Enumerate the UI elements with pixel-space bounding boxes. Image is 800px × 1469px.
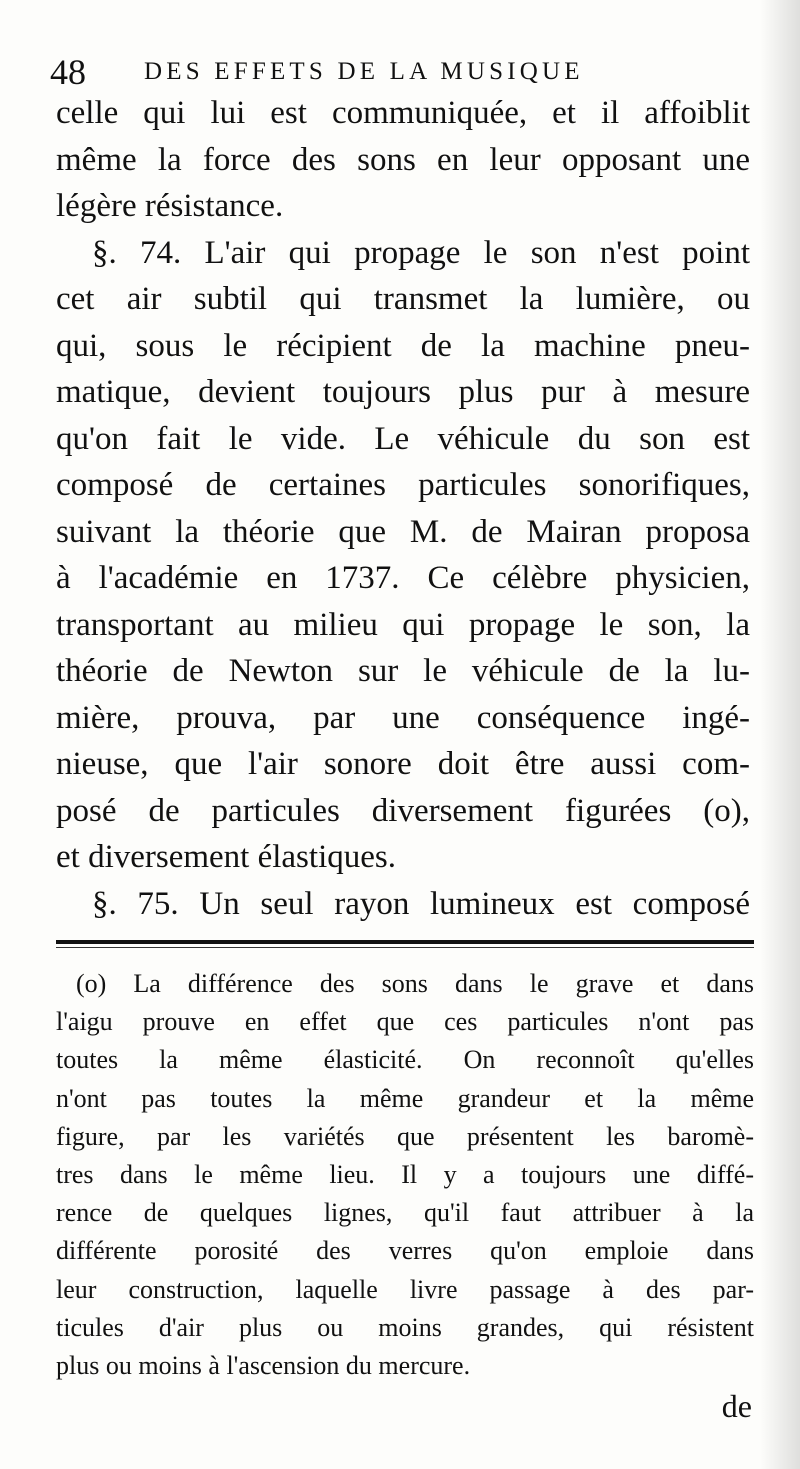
footnote-line: leur construction, laquelle livre passage à des par-	[56, 1274, 754, 1304]
body-line: à l'académie en 1737. Ce célèbre physicien,	[56, 560, 750, 596]
footnote-line: figure, par les variétés que présentent les baromè-	[56, 1121, 754, 1151]
running-title: DES EFFETS DE LA MUSIQUE	[144, 58, 584, 85]
body-line: nieuse, que l'air sonore doit être aussi com-	[56, 746, 750, 782]
page-header	[50, 50, 750, 94]
body-line: celle qui lui est communiquée, et il affoiblit	[56, 95, 750, 131]
body-text	[56, 90, 750, 927]
page-edge-shadow	[760, 0, 800, 1469]
body-line: matique, devient toujours plus pur à mesure	[56, 374, 750, 410]
body-line: théorie de Newton sur le véhicule de la lu-	[56, 653, 750, 689]
footnote-line: toutes la même élasticité. On reconnoît qu'elles	[56, 1045, 754, 1075]
body-line: posé de particules diversement figurées (o),	[56, 792, 750, 829]
catchword: de	[721, 1388, 752, 1424]
body-line: suivant la théorie que M. de Mairan proposa	[56, 513, 750, 550]
body-line: composé de certaines particules sonorifiques,	[56, 467, 750, 503]
body-line: cet air subtil qui transmet la lumière, ou	[56, 281, 750, 317]
footnote-line: l'aigu prouve en effet que ces particules n'ont pas	[56, 1007, 754, 1037]
page-number: 48	[50, 52, 86, 92]
footnote-line: différente porosité des verres qu'on emploie dans	[56, 1236, 754, 1266]
footnote-line: n'ont pas toutes la même grandeur et la même	[56, 1083, 754, 1113]
footnote-line: (o) La différence des sons dans le grave et dans	[76, 969, 754, 998]
footnote	[56, 965, 754, 1385]
footnote-rule-thin	[56, 947, 754, 948]
section-74-heading-line: §. 74. L'air qui propage le son n'est point	[92, 234, 750, 271]
footnote-rule	[56, 940, 754, 944]
body-line: transportant au milieu qui propage le son, la	[56, 606, 750, 643]
section-75-heading-line: §. 75. Un seul rayon lumineux est composé	[92, 885, 750, 922]
footnote-line: plus ou moins à l'ascension du mercure.	[56, 1350, 471, 1380]
body-line: légère résistance.	[56, 188, 284, 224]
body-line: mière, prouva, par une conséquence ingé-	[56, 699, 750, 736]
body-line: et diversement élastiques.	[56, 839, 396, 875]
footnote-line: ticules d'air plus ou moins grandes, qui résistent	[56, 1312, 754, 1342]
footnote-line: rence de quelques lignes, qu'il faut attribuer à la	[56, 1198, 754, 1228]
body-line: qui, sous le récipient de la machine pneu-	[56, 327, 750, 364]
body-line: même la force des sons en leur opposant une	[56, 141, 750, 178]
body-line: qu'on fait le vide. Le véhicule du son est	[56, 420, 750, 457]
footnote-line: tres dans le même lieu. Il y a toujours une diffé-	[56, 1159, 754, 1189]
